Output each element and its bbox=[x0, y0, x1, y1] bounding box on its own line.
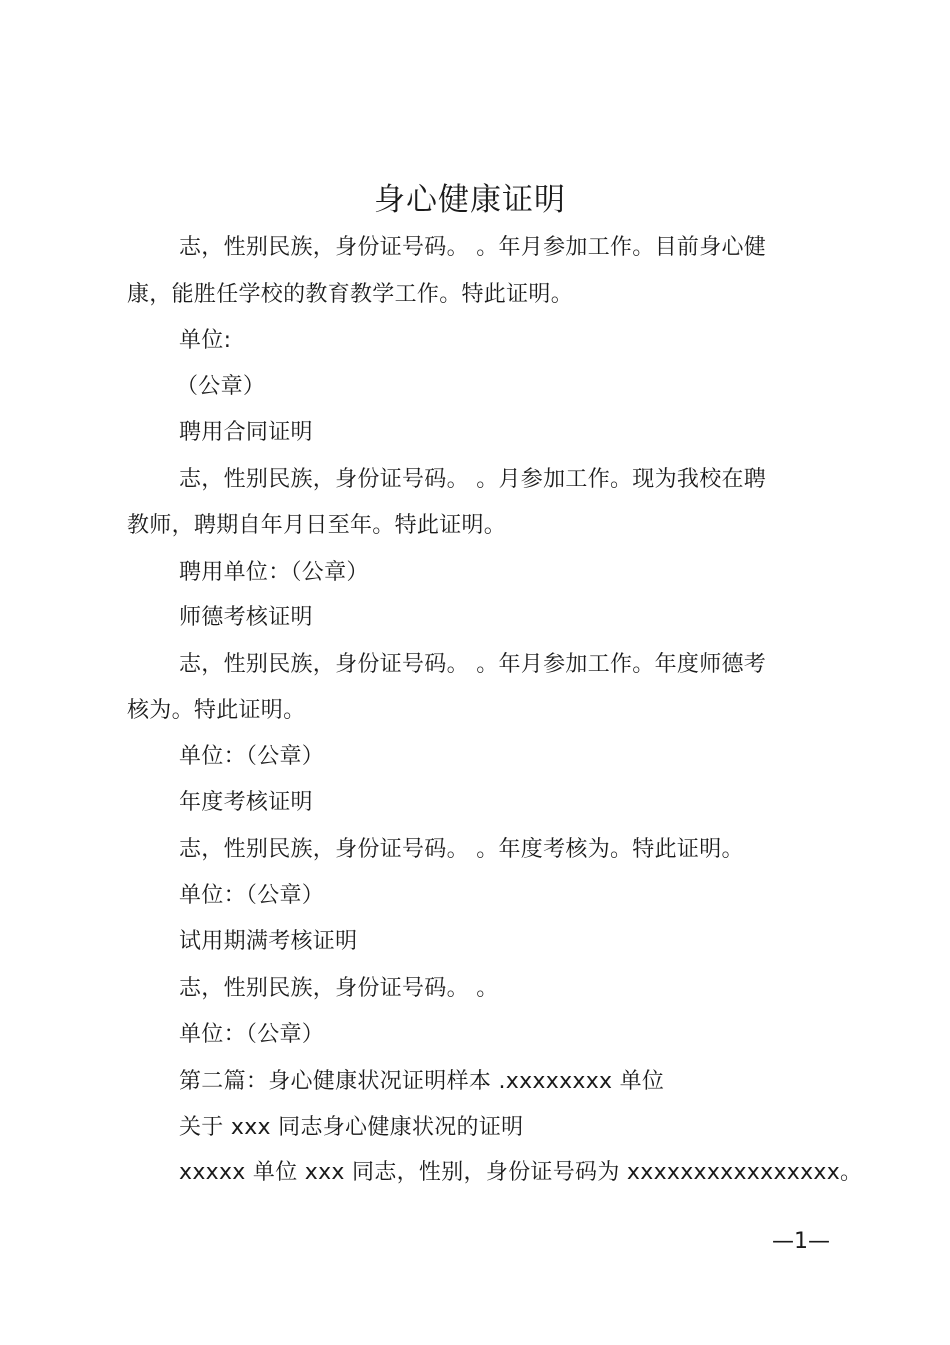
unit-label: 单位: bbox=[179, 328, 232, 353]
paragraph-line: 核为。特此证明。 bbox=[127, 698, 306, 723]
paragraph-line: 志，性别民族，身份证号码。 。年度考核为。特此证明。 bbox=[179, 837, 744, 862]
paragraph-line: xxxxx 单位 xxx 同志，性别，身份证号码为 xxxxxxxxxxxxxxxx。 bbox=[179, 1160, 863, 1185]
unit-label: 单位：（公章） bbox=[179, 883, 325, 908]
document-title: 身心健康证明 bbox=[374, 182, 566, 218]
section-heading: 师德考核证明 bbox=[179, 605, 313, 630]
page-number: —1— bbox=[772, 1229, 830, 1254]
section-heading: 关于 xxx 同志身心健康状况的证明 bbox=[179, 1115, 524, 1140]
unit-label: 单位：（公章） bbox=[179, 744, 325, 769]
paragraph-line: 康，能胜任学校的教育教学工作。特此证明。 bbox=[127, 282, 574, 307]
paragraph-line: 志，性别民族，身份证号码。 。 bbox=[179, 976, 499, 1001]
seal-label: （公章） bbox=[176, 374, 266, 399]
paragraph-line: 教师，聘期自年月日至年。特此证明。 bbox=[127, 513, 507, 538]
paragraph-line: 志，性别民族，身份证号码。 。年月参加工作。年度师德考 bbox=[179, 652, 767, 677]
section-heading: 聘用合同证明 bbox=[179, 420, 313, 445]
section-heading: 试用期满考核证明 bbox=[179, 929, 358, 954]
section-heading: 年度考核证明 bbox=[179, 790, 313, 815]
unit-label: 单位：（公章） bbox=[179, 1022, 325, 1047]
paragraph-line: 志，性别民族，身份证号码。 。年月参加工作。目前身心健 bbox=[179, 235, 767, 260]
paragraph-line: 志，性别民族，身份证号码。 。月参加工作。现为我校在聘 bbox=[179, 467, 767, 492]
unit-label: 聘用单位：（公章） bbox=[179, 560, 369, 585]
section-heading: 第二篇：身心健康状况证明样本 .xxxxxxxx 单位 bbox=[179, 1069, 665, 1094]
